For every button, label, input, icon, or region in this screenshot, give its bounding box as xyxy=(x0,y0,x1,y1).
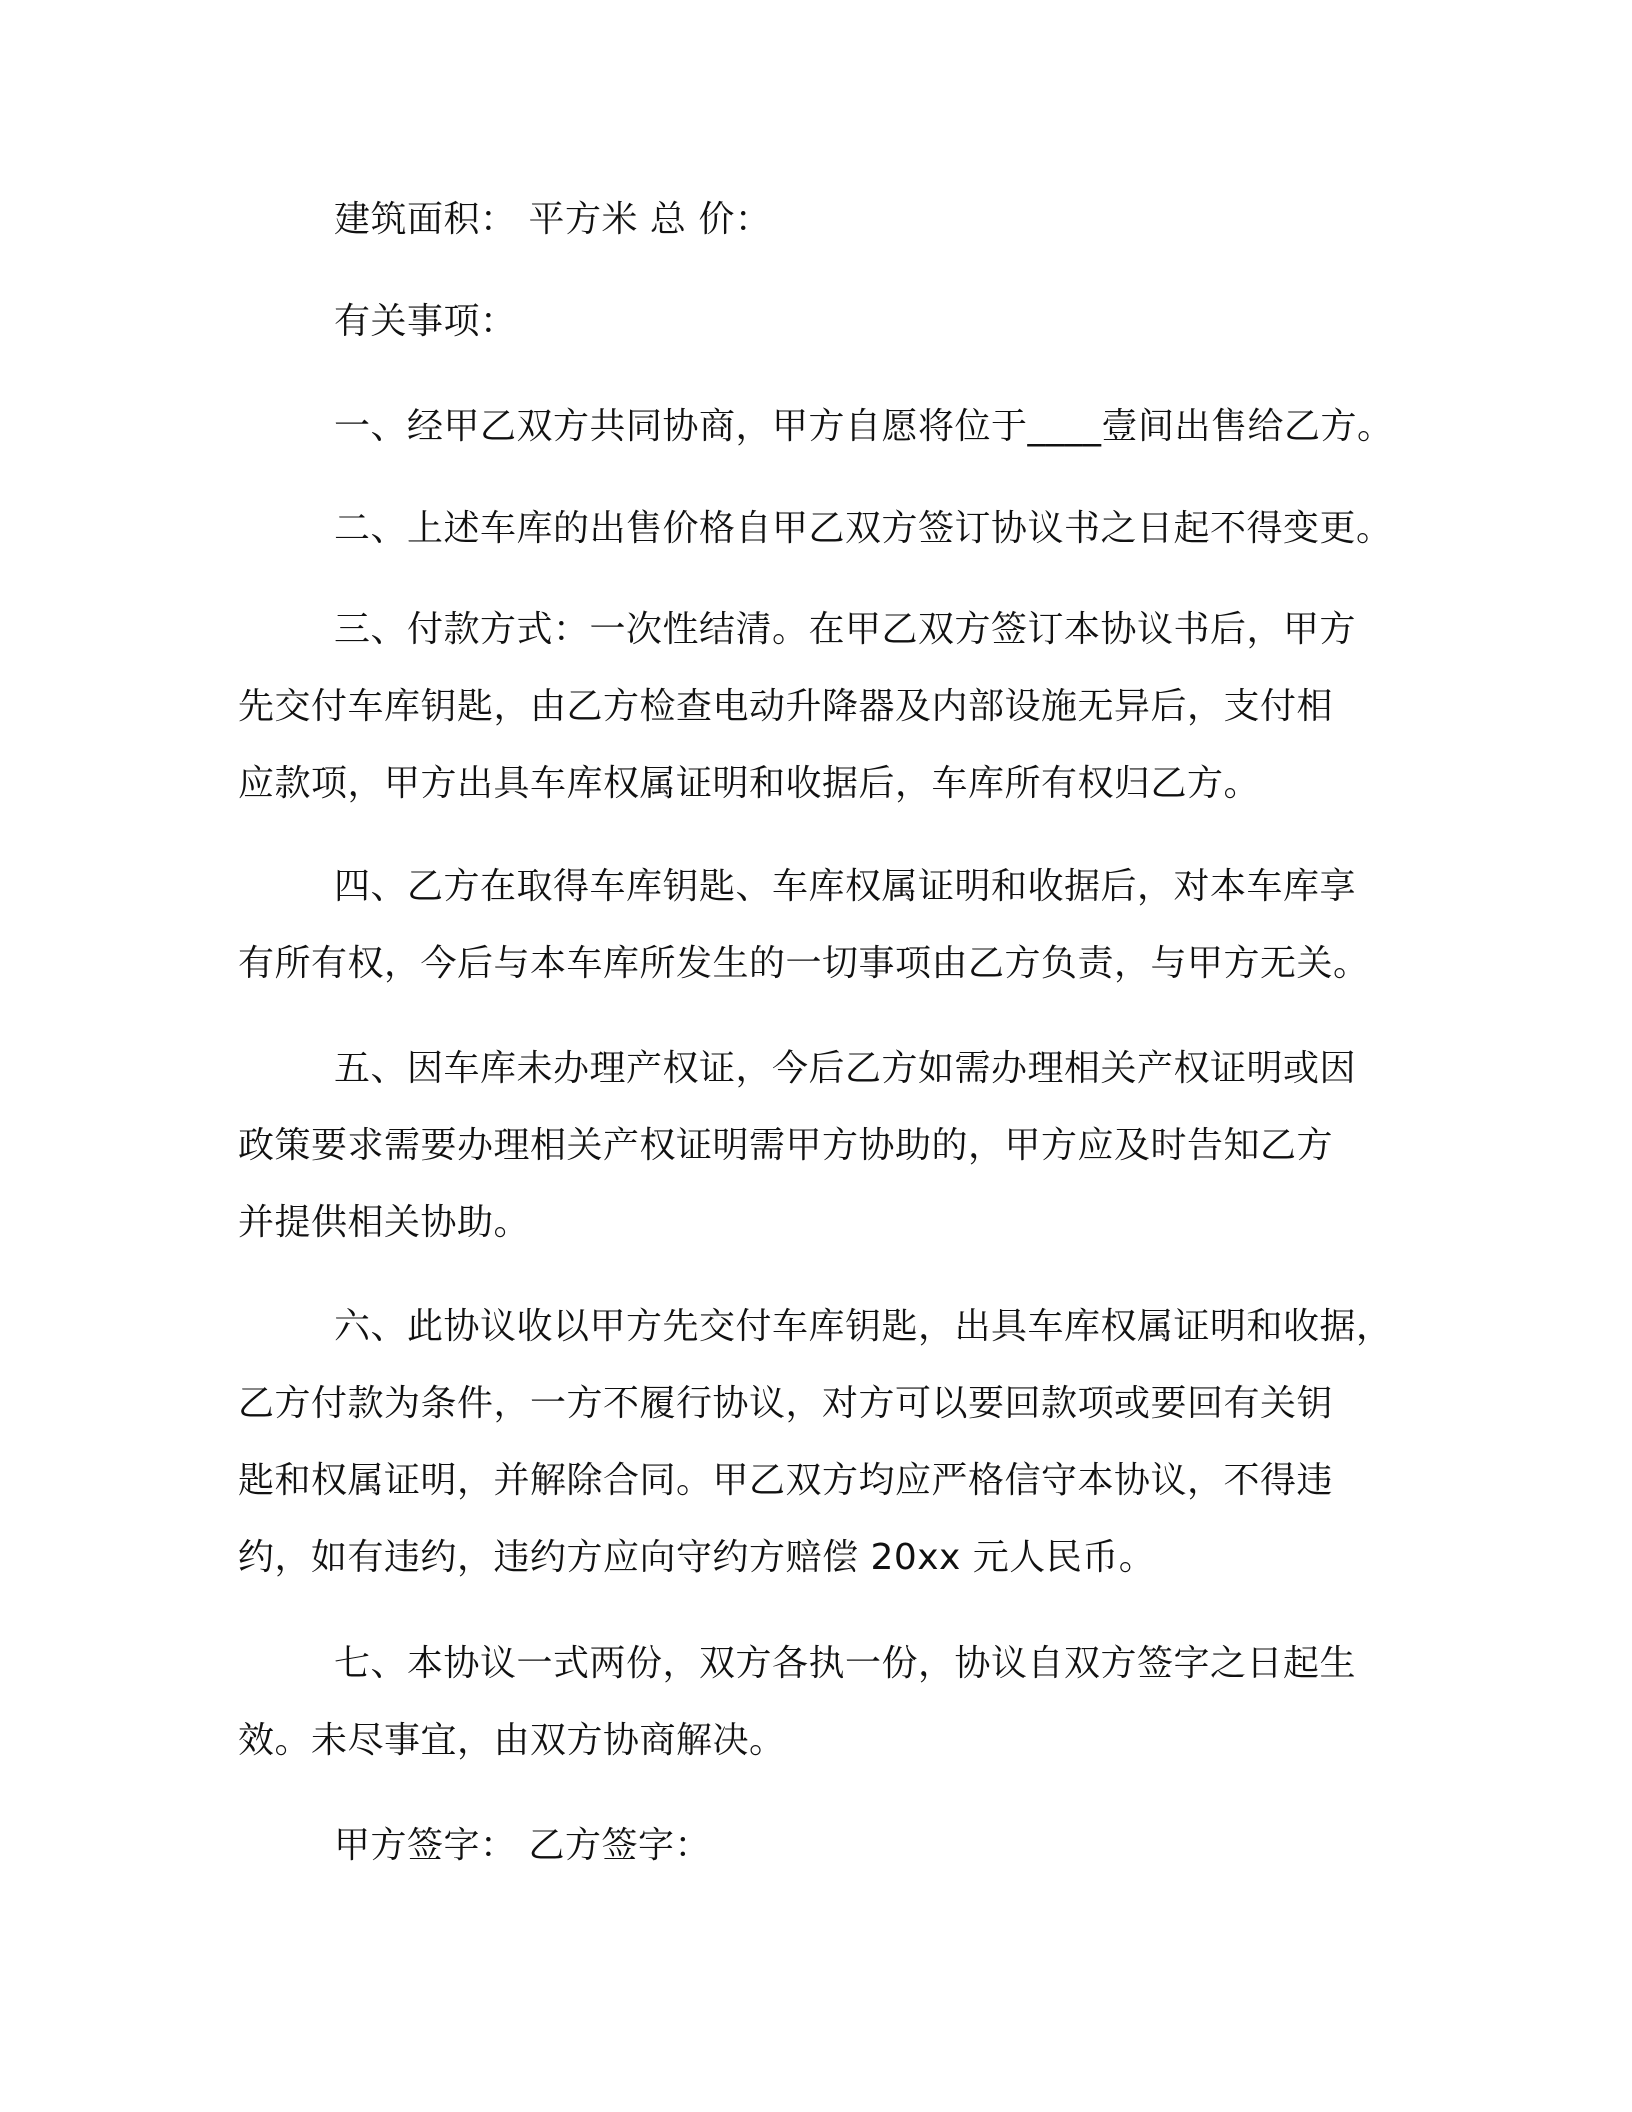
clause-6-line-4: 约，如有违约，违约方应向守约方赔偿 20xx 元人民币。 xyxy=(238,1537,1156,1578)
area-price-line: 建筑面积： 平方米 总 价： xyxy=(334,199,772,240)
clause-6-line-3: 匙和权属证明，并解除合同。甲乙双方均应严格信守本协议，不得违 xyxy=(238,1460,1334,1501)
clause-5-line-2: 政策要求需要办理相关产权证明需甲方协助的，甲方应及时告知乙方 xyxy=(238,1125,1334,1166)
clause-4-line-2: 有所有权，今后与本车库所发生的一切事项由乙方负责，与甲方无关。 xyxy=(238,943,1370,984)
clause-6-line-2: 乙方付款为条件，一方不履行协议，对方可以要回款项或要回有关钥 xyxy=(238,1383,1334,1424)
clause-3-line-2: 先交付车库钥匙，由乙方检查电动升降器及内部设施无异后，支付相 xyxy=(238,686,1334,727)
clause-7-line-1: 七、本协议一式两份，双方各执一份，协议自双方签字之日起生 xyxy=(334,1643,1357,1684)
clause-3-line-1: 三、付款方式：一次性结清。在甲乙双方签订本协议书后，甲方 xyxy=(334,609,1357,650)
clause-7-line-2: 效。未尽事宜，由双方协商解决。 xyxy=(238,1720,786,1761)
clause-3-line-3: 应款项，甲方出具车库权属证明和收据后，车库所有权归乙方。 xyxy=(238,763,1261,804)
clause-5-line-1: 五、因车库未办理产权证，今后乙方如需办理相关产权证明或因 xyxy=(334,1048,1357,1089)
clause-1-line-1: 一、经甲乙双方共同协商，甲方自愿将位于____壹间出售给乙方。 xyxy=(334,406,1394,447)
clause-5-line-3: 并提供相关协助。 xyxy=(238,1202,531,1243)
related-matters-heading: 有关事项： xyxy=(334,301,517,342)
clause-6-line-1: 六、此协议收以甲方先交付车库钥匙，出具车库权属证明和收据， xyxy=(334,1306,1393,1347)
clause-4-line-1: 四、乙方在取得车库钥匙、车库权属证明和收据后，对本车库享 xyxy=(334,866,1357,907)
signature-line: 甲方签字： 乙方签字： xyxy=(334,1825,711,1866)
clause-2-line-1: 二、上述车库的出售价格自甲乙双方签订协议书之日起不得变更。 xyxy=(334,508,1393,549)
